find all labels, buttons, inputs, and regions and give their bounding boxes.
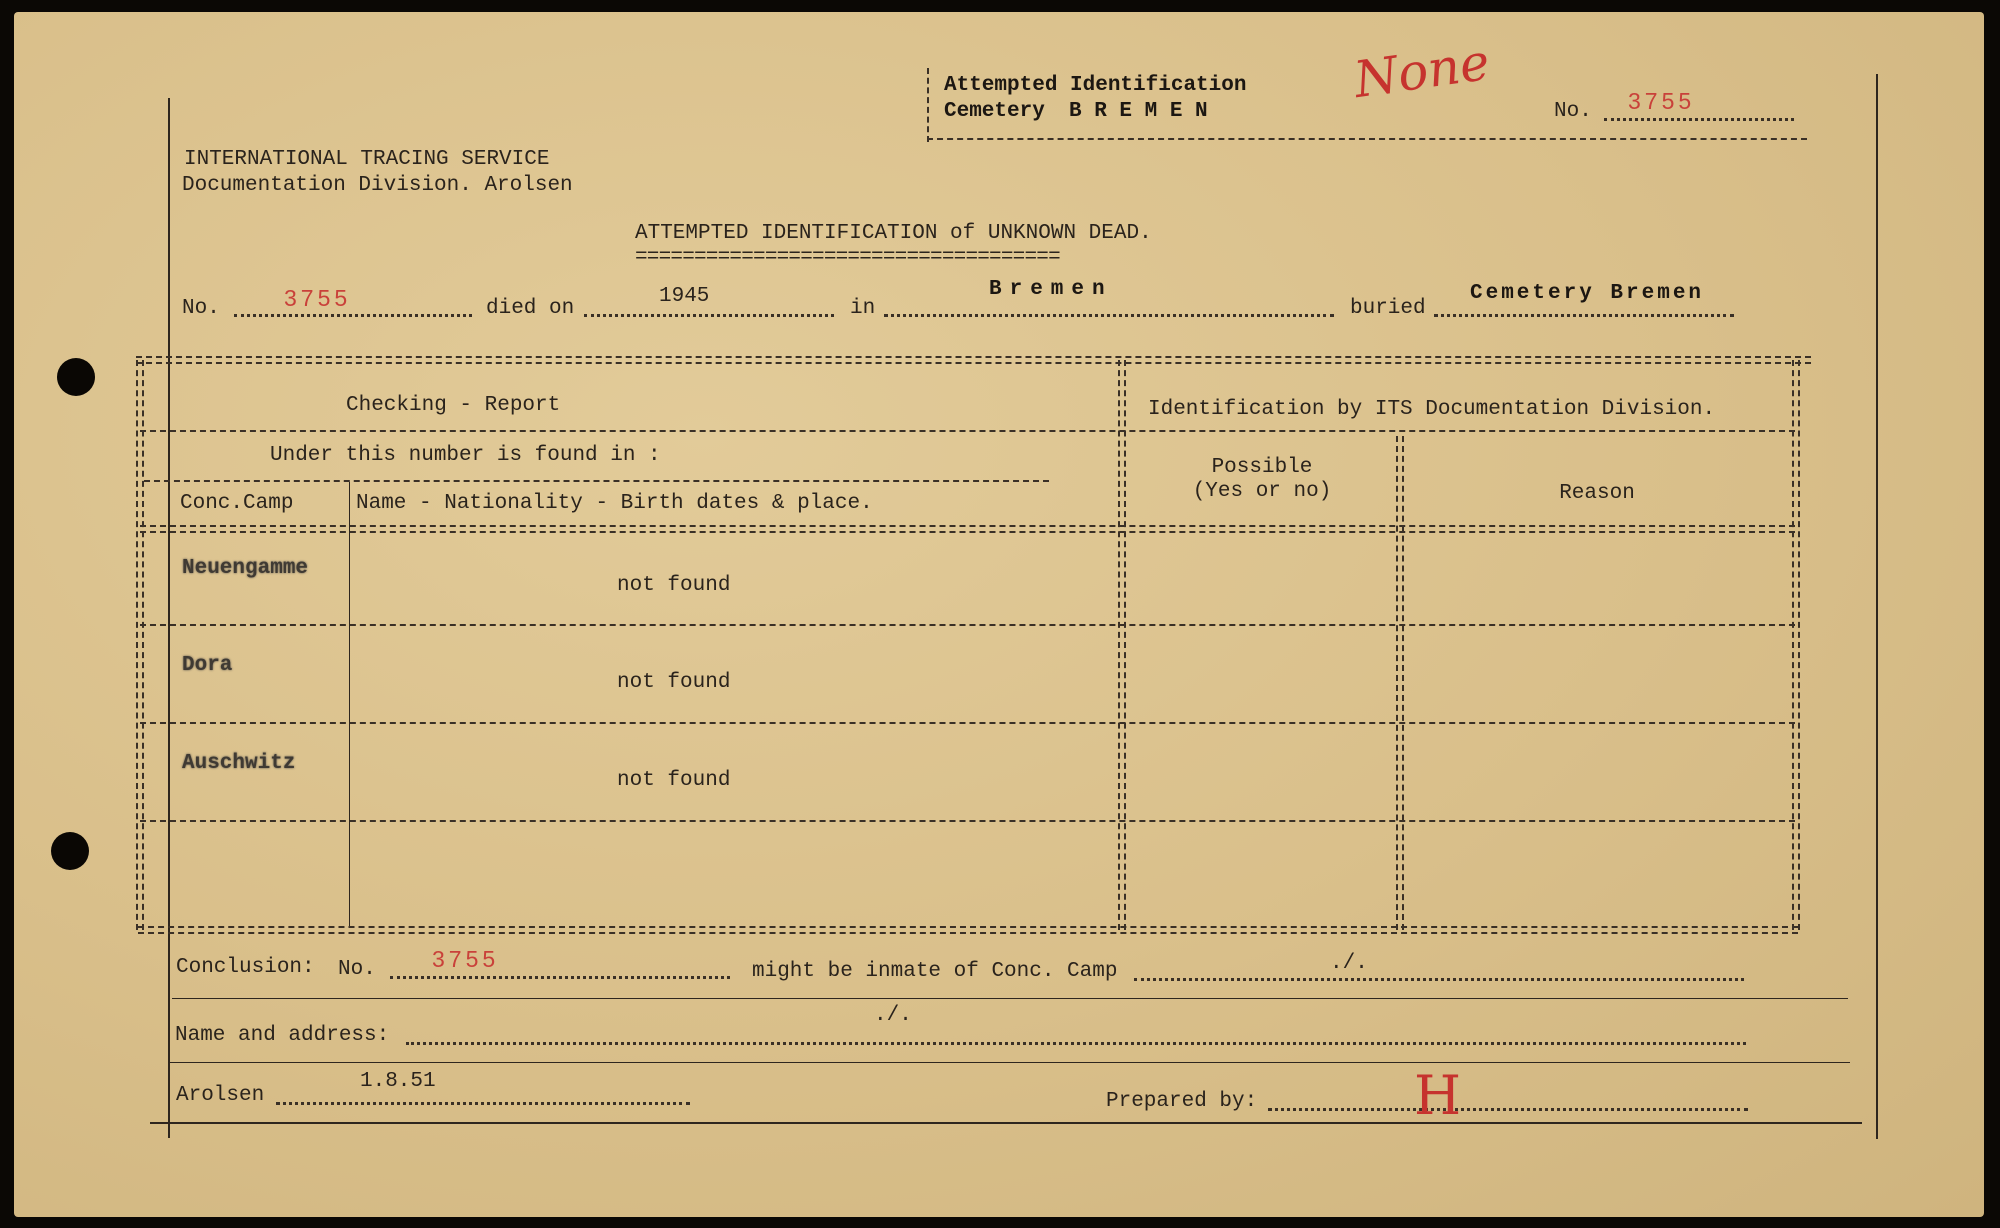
- prepared-by-dots: [1268, 1108, 1748, 1111]
- table-row-line-2: [140, 722, 1795, 724]
- col-name-nationality: Name - Nationality - Birth dates & place.: [356, 492, 873, 515]
- name-address-underline: [170, 1062, 1850, 1063]
- record-no-label: No.: [182, 297, 220, 320]
- table-top-border: [136, 356, 1811, 364]
- document-title: ATTEMPTED IDENTIFICATION of UNKNOWN DEAD.: [635, 222, 1152, 245]
- frame-right: [1876, 74, 1878, 1139]
- buried-dots: [1434, 314, 1734, 317]
- table-under-number-line: [144, 480, 1049, 482]
- table-row-result: not found: [617, 769, 731, 792]
- died-on-value: 1945: [659, 285, 710, 308]
- conclusion-camp-value: ./.: [1330, 952, 1368, 975]
- conclusion-no-label: No.: [338, 958, 376, 981]
- buried-label: buried: [1350, 297, 1426, 320]
- table-divider-camp: [349, 482, 350, 926]
- col-possible-line2: (Yes or no): [1192, 480, 1332, 503]
- conclusion-label: Conclusion:: [176, 956, 315, 979]
- table-row-camp: Neuengamme: [182, 557, 309, 580]
- punch-hole-bottom: [51, 832, 89, 870]
- conclusion-camp-dots: [1134, 978, 1744, 981]
- name-address-value: ./.: [874, 1004, 912, 1027]
- col-conc-camp: Conc.Camp: [180, 492, 294, 515]
- footer-date-dots: [276, 1102, 690, 1105]
- header-no-label: No.: [1554, 100, 1592, 123]
- header-no-dots: [1604, 118, 1794, 121]
- table-column-header-line: [140, 525, 1795, 533]
- table-row-line-3: [140, 820, 1795, 822]
- cemetery-stamp-name: B R E M E N: [1069, 100, 1208, 123]
- header-box-bottom: [927, 138, 1807, 140]
- title-underline: ====================================: [635, 246, 1060, 269]
- table-row-result: not found: [617, 671, 731, 694]
- conclusion-no-value: 3755: [432, 946, 500, 972]
- attempted-identification-stamp: Attempted Identification: [944, 74, 1247, 97]
- col-reason: Reason: [1559, 482, 1635, 505]
- in-value: Bremen: [989, 278, 1113, 301]
- table-bottom-border: [138, 926, 1798, 934]
- record-no-dots: [234, 314, 472, 317]
- col-possible-line1: Possible: [1211, 456, 1313, 479]
- punch-hole-top: [57, 358, 95, 396]
- record-no-value: 3755: [284, 285, 352, 311]
- table-right-border: [1792, 360, 1800, 930]
- header-no-value: 3755: [1628, 88, 1696, 114]
- identification-header: Identification by ITS Documentation Division.: [1148, 398, 1716, 421]
- footer-date: 1.8.51: [360, 1070, 436, 1093]
- org-division: Documentation Division. Arolsen: [182, 174, 573, 197]
- conclusion-might-be: might be inmate of Conc. Camp: [752, 960, 1118, 983]
- name-address-label: Name and address:: [175, 1024, 390, 1047]
- in-label: in: [850, 297, 876, 320]
- prepared-by-signature: H: [1414, 1064, 1462, 1127]
- footer-place: Arolsen: [176, 1084, 265, 1107]
- conclusion-underline: [172, 998, 1848, 999]
- cemetery-stamp-label: Cemetery: [944, 100, 1045, 123]
- table-divider-identification: [1118, 360, 1126, 930]
- org-name: INTERNATIONAL TRACING SERVICE: [184, 148, 550, 171]
- in-dots: [884, 314, 1334, 317]
- buried-value: Cemetery Bremen: [1470, 282, 1705, 305]
- under-number-label: Under this number is found in :: [270, 444, 661, 467]
- conclusion-no-dots: [390, 976, 730, 979]
- died-on-dots: [584, 314, 834, 317]
- header-box-left: [927, 68, 929, 142]
- prepared-by-label: Prepared by:: [1106, 1090, 1258, 1113]
- table-row-result: not found: [617, 574, 731, 597]
- table-left-border: [136, 360, 144, 930]
- frame-bottom: [150, 1122, 1862, 1124]
- table-divider-reason: [1396, 436, 1404, 930]
- checking-report-header: Checking - Report: [346, 394, 561, 417]
- document-card: [14, 12, 1984, 1217]
- name-address-dots: [406, 1042, 1746, 1045]
- frame-left: [168, 98, 170, 1138]
- table-row-camp: Auschwitz: [182, 752, 296, 775]
- table-row-line-1: [140, 624, 1795, 626]
- table-header-line: [140, 430, 1795, 432]
- died-on-label: died on: [486, 297, 575, 320]
- handwritten-none-note: None: [1350, 32, 1494, 110]
- table-row-camp: Dora: [182, 654, 233, 677]
